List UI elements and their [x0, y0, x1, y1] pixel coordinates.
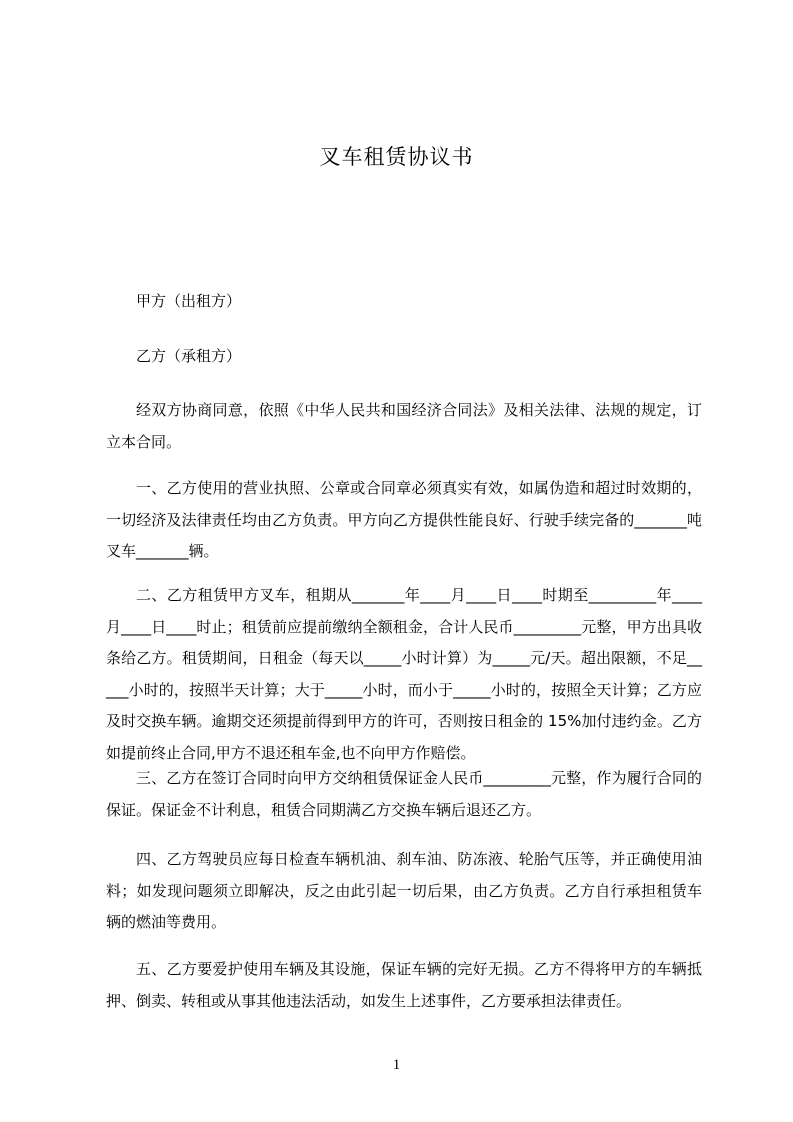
party-a-label: 甲方（出租方）	[136, 292, 242, 310]
clause-4-paragraph: 四、乙方驾驶员应每日检查车辆机油、刹车油、防冻液、轮胎气压等，并正确使用油料；如发现问题须立即解决，反之由此引起一切后果，由乙方负责。乙方自行承担租赁车辆的燃油等费用。	[106, 850, 702, 931]
clause-5-paragraph: 五、乙方要爱护使用车辆及其设施，保证车辆的完好无损。乙方不得将甲方的车辆抵押、倒卖、转租或从事其他违法活动，如发生上述事件，乙方要承担法律责任。	[106, 960, 702, 1010]
clause-1-paragraph: 一、乙方使用的营业执照、公章或合同章必须真实有效，如属伪造和超过时效期的，一切经济及法律责任均由乙方负责。甲方向乙方提供性能良好、行驶手续完备的_______吨叉车_______辆。	[106, 479, 702, 560]
preamble-paragraph: 经双方协商同意，依照《中华人民共和国经济合同法》及相关法律、法规的规定，订立本合同。	[106, 401, 702, 451]
party-b-label: 乙方（承租方）	[136, 347, 242, 365]
document-title: 叉车租赁协议书	[319, 145, 474, 169]
clause-3-paragraph: 三、乙方在签订合同时向甲方交纳租赁保证金人民币_________元整，作为履行合同的保证。保证金不计利息，租赁合同期满乙方交换车辆后退还乙方。	[106, 769, 702, 819]
page-number: 1	[392, 1057, 401, 1073]
clause-2-paragraph: 二、乙方租赁甲方叉车，租期从_______年____月____日____时期至_________年____月____日____时止；租赁前应提前缴纳全额租金，合计人民币_________元整，甲方出具收条给乙方。租赁期间，日租金（每天以_____小时计算）为_____元/天。超出限额，不足_____小时的，按照半天计算；大于_____小时，而小于_____小时的，按照全天计算；乙方应及时交换车辆。逾期交还须提前得到甲方的许可，否则按日租金的 15%加付违约金。乙方如提前终止合同,甲方不退还租车金,也不向甲方作赔偿。	[106, 586, 702, 762]
